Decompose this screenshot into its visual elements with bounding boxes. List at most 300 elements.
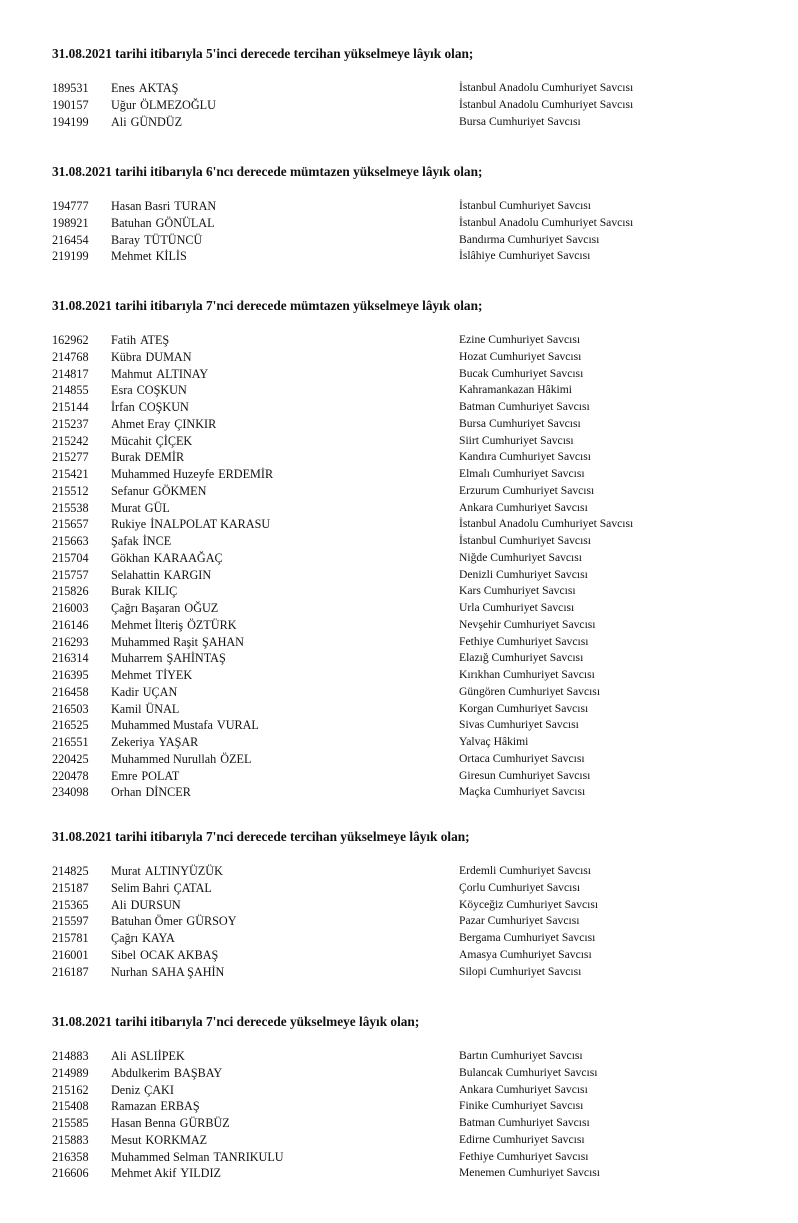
- office-title: Fethiye Cumhuriyet Savcısı: [459, 1149, 589, 1163]
- last-name: YAŞAR: [158, 735, 199, 749]
- last-name: TÜTÜNCÜ: [144, 232, 203, 247]
- last-name: DURSUN: [130, 897, 181, 912]
- registry-number: 215237: [52, 416, 89, 431]
- person-name: [111, 533, 171, 550]
- registry-number: 215242: [52, 433, 89, 448]
- registry-number: 215538: [52, 500, 89, 515]
- person-name: [111, 416, 216, 433]
- registry-number: 189531: [52, 81, 89, 95]
- entry-row: [0, 964, 798, 981]
- entry-row: [0, 1098, 798, 1115]
- office-title: Fethiye Cumhuriyet Savcısı: [459, 634, 589, 648]
- registry-number: 214825: [52, 864, 89, 878]
- first-name: Zekeriya: [111, 735, 155, 749]
- office-title: Bulancak Cumhuriyet Savcısı: [459, 1065, 598, 1079]
- person-name: [111, 399, 189, 416]
- person-name: [111, 1115, 230, 1132]
- first-name: Şafak: [111, 534, 139, 548]
- first-name: Esra: [111, 383, 133, 398]
- last-name: GÜNDÜZ: [130, 114, 183, 129]
- registry-number: 216003: [52, 601, 89, 615]
- last-name: POLAT: [141, 768, 180, 783]
- last-name: GÜRSOY: [186, 914, 237, 929]
- office-title: Batman Cumhuriyet Savcısı: [459, 1116, 590, 1129]
- entry-row: [0, 232, 798, 249]
- entry-row: [0, 634, 798, 651]
- entry-row: [0, 366, 798, 383]
- person-name: [111, 717, 259, 734]
- person-name: [111, 701, 179, 718]
- last-name: TANRIKULU: [213, 1149, 284, 1164]
- person-name: [111, 248, 187, 265]
- last-name: KARAAĞAÇ: [153, 550, 223, 565]
- person-name: [111, 947, 218, 964]
- first-name: Hasan Basri: [111, 199, 171, 213]
- last-name: ÇATAL: [173, 880, 212, 895]
- office-title: Ankara Cumhuriyet Savcısı: [459, 1082, 588, 1096]
- person-name: [111, 930, 175, 947]
- person-name: [111, 684, 177, 701]
- first-name: Mücahit: [111, 433, 152, 448]
- first-name: Mesut: [111, 1132, 142, 1147]
- last-name: VURAL: [216, 718, 259, 733]
- registry-number: 216358: [52, 1149, 89, 1164]
- entry-row: [0, 550, 798, 567]
- entry-list: [0, 80, 798, 130]
- person-name: [111, 1165, 221, 1182]
- registry-number: 214883: [52, 1049, 89, 1063]
- first-name: Sefanur: [111, 483, 149, 498]
- entry-list: [0, 863, 798, 980]
- entry-row: [0, 734, 798, 751]
- person-name: [111, 734, 198, 751]
- entry-row: [0, 717, 798, 734]
- person-name: [111, 550, 223, 567]
- registry-number: 216551: [52, 735, 89, 749]
- person-name: [111, 366, 208, 383]
- office-title: Siirt Cumhuriyet Savcısı: [459, 433, 574, 447]
- registry-number: 194777: [52, 199, 89, 213]
- person-name: [111, 332, 169, 349]
- registry-number: 219199: [52, 249, 89, 264]
- first-name: Ahmet Eray: [111, 416, 171, 431]
- first-name: Muharrem: [111, 651, 163, 666]
- entry-row: [0, 880, 798, 897]
- registry-number: 190157: [52, 97, 89, 112]
- first-name: Enes: [111, 81, 135, 95]
- person-name: [111, 600, 218, 617]
- first-name: Rukiye: [111, 517, 147, 532]
- registry-number: 215144: [52, 400, 89, 414]
- entry-row: [0, 600, 798, 617]
- entry-row: [0, 533, 798, 550]
- person-name: [111, 483, 206, 500]
- last-name: İNALPOLAT KARASU: [150, 517, 271, 532]
- last-name: UÇAN: [142, 684, 178, 699]
- first-name: Gökhan: [111, 550, 150, 565]
- office-title: Bandırma Cumhuriyet Savcısı: [459, 232, 600, 246]
- first-name: Deniz: [111, 1082, 141, 1097]
- first-name: Muhammed Nurullah: [111, 751, 217, 766]
- first-name: Fatih: [111, 333, 137, 347]
- entry-row: [0, 466, 798, 483]
- office-title: Kahramankazan Hâkimi: [459, 383, 572, 397]
- last-name: ERBAŞ: [160, 1099, 200, 1114]
- registry-number: 216146: [52, 617, 89, 632]
- person-name: [111, 466, 273, 483]
- last-name: ÇINKIR: [174, 416, 217, 431]
- last-name: KORKMAZ: [145, 1132, 208, 1147]
- last-name: TİYEK: [155, 668, 193, 682]
- person-name: [111, 97, 216, 114]
- entry-row: [0, 1149, 798, 1166]
- person-name: [111, 1048, 185, 1065]
- office-title: Denizli Cumhuriyet Savcısı: [459, 567, 588, 581]
- entry-row: [0, 930, 798, 947]
- first-name: Hasan Benna: [111, 1116, 176, 1130]
- section-heading: 31.08.2021 tarihi itibarıyla 5'inci derecede tercihan yükselmeye lâyık olan;: [52, 46, 474, 61]
- last-name: YILDIZ: [180, 1166, 221, 1181]
- office-title: Erdemli Cumhuriyet Savcısı: [459, 864, 592, 877]
- person-name: [111, 617, 237, 634]
- first-name: Çağrı Başaran: [111, 601, 181, 615]
- last-name: COŞKUN: [136, 383, 187, 398]
- last-name: KAYA: [142, 931, 175, 945]
- office-title: Kırıkhan Cumhuriyet Savcısı: [459, 668, 595, 681]
- registry-number: 215757: [52, 567, 89, 582]
- entry-row: [0, 399, 798, 416]
- person-name: [111, 198, 216, 215]
- person-name: [111, 500, 170, 517]
- last-name: KİLİS: [155, 249, 187, 264]
- entry-row: [0, 650, 798, 667]
- person-name: [111, 433, 192, 450]
- person-name: [111, 964, 224, 981]
- office-title: Giresun Cumhuriyet Savcısı: [459, 768, 591, 782]
- registry-number: 216525: [52, 718, 89, 733]
- office-title: Çorlu Cumhuriyet Savcısı: [459, 880, 581, 894]
- last-name: ASLIİPEK: [130, 1049, 185, 1063]
- office-title: Edirne Cumhuriyet Savcısı: [459, 1132, 585, 1146]
- first-name: Emre: [111, 768, 138, 783]
- last-name: ALTINAY: [156, 366, 209, 381]
- entry-row: [0, 198, 798, 215]
- person-name: [111, 913, 237, 930]
- first-name: Sibel: [111, 947, 137, 962]
- person-name: [111, 583, 177, 600]
- last-name: ÇAKI: [144, 1082, 174, 1097]
- person-name: [111, 784, 191, 801]
- last-name: ŞAHİNTAŞ: [166, 651, 226, 666]
- office-title: İstanbul Cumhuriyet Savcısı: [459, 199, 592, 212]
- person-name: [111, 667, 192, 684]
- office-title: Niğde Cumhuriyet Savcısı: [459, 550, 583, 564]
- entry-row: [0, 583, 798, 600]
- office-title: Ankara Cumhuriyet Savcısı: [459, 500, 588, 514]
- first-name: Çağrı: [111, 931, 139, 945]
- last-name: ÖZTÜRK: [187, 617, 237, 632]
- office-title: Bergama Cumhuriyet Savcısı: [459, 931, 596, 944]
- office-title: Bucak Cumhuriyet Savcısı: [459, 366, 584, 380]
- person-name: [111, 1149, 284, 1166]
- office-title: Amasya Cumhuriyet Savcısı: [459, 947, 592, 961]
- entry-row: [0, 382, 798, 399]
- person-name: [111, 215, 215, 232]
- first-name: Ali: [111, 897, 127, 912]
- registry-number: 215704: [52, 550, 89, 565]
- office-title: Kandıra Cumhuriyet Savcısı: [459, 450, 592, 464]
- person-name: [111, 1065, 222, 1082]
- first-name: Ali: [111, 1049, 127, 1063]
- registry-number: 216458: [52, 684, 89, 699]
- registry-number: 198921: [52, 215, 89, 230]
- last-name: GÖNÜLAL: [155, 215, 215, 230]
- entry-row: [0, 433, 798, 450]
- section-heading: 31.08.2021 tarihi itibarıyla 7'nci derecede tercihan yükselmeye lâyık olan;: [52, 829, 470, 844]
- entry-row: [0, 114, 798, 131]
- entry-row: [0, 1115, 798, 1132]
- entry-row: [0, 215, 798, 232]
- person-name: [111, 650, 226, 667]
- entry-row: [0, 1132, 798, 1149]
- last-name: İNCE: [142, 534, 172, 548]
- entry-row: [0, 947, 798, 964]
- registry-number: 220478: [52, 768, 89, 783]
- person-name: [111, 567, 211, 584]
- last-name: DEMİR: [144, 450, 185, 465]
- first-name: Muhammed Mustafa: [111, 718, 213, 733]
- person-name: [111, 516, 270, 533]
- registry-number: 214989: [52, 1065, 89, 1080]
- registry-number: 162962: [52, 333, 89, 347]
- registry-number: 216606: [52, 1166, 89, 1181]
- entry-row: [0, 863, 798, 880]
- first-name: Burak: [111, 584, 141, 599]
- registry-number: 215512: [52, 483, 89, 498]
- first-name: Batuhan: [111, 215, 152, 230]
- entry-row: [0, 751, 798, 768]
- first-name: Batuhan Ömer: [111, 914, 183, 929]
- section-heading: 31.08.2021 tarihi itibarıyla 6'ncı derecede mümtazen yükselmeye lâyık olan;: [52, 164, 483, 179]
- person-name: [111, 349, 192, 366]
- office-title: Elmalı Cumhuriyet Savcısı: [459, 467, 585, 480]
- last-name: COŞKUN: [138, 400, 189, 414]
- entry-row: [0, 667, 798, 684]
- person-name: [111, 1082, 174, 1099]
- office-title: Urla Cumhuriyet Savcısı: [459, 601, 575, 614]
- office-title: Yalvaç Hâkimi: [459, 735, 529, 748]
- last-name: AKTAŞ: [138, 81, 179, 95]
- registry-number: 194199: [52, 114, 89, 129]
- last-name: KILIÇ: [144, 584, 178, 599]
- entry-row: [0, 516, 798, 533]
- person-name: [111, 897, 181, 914]
- entry-row: [0, 784, 798, 801]
- registry-number: 214817: [52, 366, 89, 381]
- entry-row: [0, 332, 798, 349]
- last-name: ÜNAL: [145, 701, 180, 716]
- office-title: İstanbul Anadolu Cumhuriyet Savcısı: [459, 97, 634, 111]
- registry-number: 215597: [52, 914, 89, 929]
- entry-row: [0, 80, 798, 97]
- entry-list: [0, 198, 798, 265]
- entry-list: [0, 332, 798, 801]
- registry-number: 234098: [52, 785, 89, 800]
- office-title: Bursa Cumhuriyet Savcısı: [459, 416, 581, 430]
- last-name: DUMAN: [145, 349, 192, 364]
- office-title: İslâhiye Cumhuriyet Savcısı: [459, 249, 591, 263]
- registry-number: 215162: [52, 1082, 89, 1097]
- last-name: ATEŞ: [140, 333, 170, 347]
- registry-number: 216187: [52, 964, 89, 979]
- person-name: [111, 751, 251, 768]
- registry-number: 215657: [52, 517, 89, 532]
- office-title: Elazığ Cumhuriyet Savcısı: [459, 651, 584, 665]
- last-name: ŞAHAN: [202, 634, 244, 649]
- office-title: Finike Cumhuriyet Savcısı: [459, 1099, 584, 1113]
- person-name: [111, 232, 202, 249]
- office-title: Nevşehir Cumhuriyet Savcısı: [459, 617, 596, 631]
- registry-number: 216293: [52, 634, 89, 649]
- registry-number: 215663: [52, 534, 89, 548]
- registry-number: 215421: [52, 467, 89, 481]
- registry-number: 215277: [52, 450, 89, 465]
- first-name: Mehmet Akif: [111, 1166, 177, 1181]
- registry-number: 214855: [52, 383, 89, 398]
- registry-number: 220425: [52, 751, 89, 766]
- last-name: DİNCER: [145, 785, 191, 800]
- registry-number: 216314: [52, 651, 89, 666]
- registry-number: 215365: [52, 897, 89, 912]
- office-title: Batman Cumhuriyet Savcısı: [459, 400, 590, 413]
- registry-number: 216001: [52, 947, 89, 962]
- registry-number: 216395: [52, 668, 89, 682]
- last-name: ALTINYÜZÜK: [144, 864, 223, 878]
- entry-row: [0, 897, 798, 914]
- entry-row: [0, 1048, 798, 1065]
- first-name: Kamil: [111, 701, 142, 716]
- last-name: OCAK AKBAŞ: [140, 947, 219, 962]
- office-title: Erzurum Cumhuriyet Savcısı: [459, 483, 595, 497]
- entry-list: [0, 1048, 798, 1182]
- first-name: Abdulkerim: [111, 1065, 170, 1080]
- entry-row: [0, 483, 798, 500]
- last-name: KARGIN: [163, 567, 212, 582]
- person-name: [111, 768, 179, 785]
- first-name: Mehmet: [111, 249, 152, 264]
- person-name: [111, 382, 187, 399]
- office-title: Menemen Cumhuriyet Savcısı: [459, 1166, 601, 1180]
- office-title: Korgan Cumhuriyet Savcısı: [459, 701, 589, 715]
- last-name: ÖLMEZOĞLU: [140, 97, 216, 112]
- first-name: Uğur: [111, 97, 137, 112]
- office-title: Bursa Cumhuriyet Savcısı: [459, 114, 581, 128]
- last-name: ÖZEL: [220, 751, 252, 766]
- entry-row: [0, 1165, 798, 1182]
- person-name: [111, 80, 178, 97]
- entry-row: [0, 913, 798, 930]
- office-title: Pazar Cumhuriyet Savcısı: [459, 914, 580, 928]
- first-name: Nurhan: [111, 964, 148, 979]
- office-title: Ezine Cumhuriyet Savcısı: [459, 333, 581, 346]
- last-name: GÜL: [144, 500, 170, 515]
- registry-number: 215585: [52, 1116, 89, 1130]
- office-title: Güngören Cumhuriyet Savcısı: [459, 684, 601, 698]
- first-name: Selim Bahri: [111, 880, 170, 895]
- last-name: ERDEMİR: [218, 467, 274, 481]
- person-name: [111, 114, 182, 131]
- first-name: Ramazan: [111, 1099, 157, 1114]
- entry-row: [0, 768, 798, 785]
- entry-row: [0, 449, 798, 466]
- entry-row: [0, 1082, 798, 1099]
- office-title: İstanbul Cumhuriyet Savcısı: [459, 534, 592, 547]
- first-name: Murat: [111, 864, 141, 878]
- person-name: [111, 880, 212, 897]
- office-title: Kars Cumhuriyet Savcısı: [459, 584, 576, 598]
- first-name: Ali: [111, 114, 127, 129]
- first-name: Burak: [111, 450, 141, 465]
- office-title: Hozat Cumhuriyet Savcısı: [459, 349, 582, 363]
- first-name: Kübra: [111, 349, 142, 364]
- last-name: SAHA ŞAHİN: [151, 964, 225, 979]
- last-name: GÖKMEN: [152, 483, 207, 498]
- last-name: GÜRBÜZ: [179, 1116, 230, 1130]
- office-title: Bartın Cumhuriyet Savcısı: [459, 1049, 583, 1062]
- first-name: Muhammed Selman: [111, 1149, 210, 1164]
- registry-number: 216454: [52, 232, 89, 247]
- entry-row: [0, 617, 798, 634]
- entry-row: [0, 684, 798, 701]
- first-name: Kadir: [111, 684, 139, 699]
- entry-row: [0, 97, 798, 114]
- first-name: Mehmet: [111, 668, 152, 682]
- first-name: Orhan: [111, 785, 142, 800]
- person-name: [111, 1132, 207, 1149]
- office-title: Silopi Cumhuriyet Savcısı: [459, 964, 582, 978]
- entry-row: [0, 567, 798, 584]
- office-title: Köyceğiz Cumhuriyet Savcısı: [459, 897, 599, 911]
- person-name: [111, 634, 244, 651]
- entry-row: [0, 248, 798, 265]
- registry-number: 215408: [52, 1099, 89, 1114]
- person-name: [111, 1098, 200, 1115]
- entry-row: [0, 500, 798, 517]
- entry-row: [0, 349, 798, 366]
- section-heading: 31.08.2021 tarihi itibarıyla 7'nci derecede mümtazen yükselmeye lâyık olan;: [52, 298, 483, 313]
- section-heading: 31.08.2021 tarihi itibarıyla 7'nci derecede yükselmeye lâyık olan;: [52, 1014, 420, 1029]
- first-name: Mahmut: [111, 366, 153, 381]
- first-name: İrfan: [111, 400, 135, 414]
- office-title: Maçka Cumhuriyet Savcısı: [459, 785, 586, 799]
- registry-number: 215883: [52, 1132, 89, 1147]
- office-title: Ortaca Cumhuriyet Savcısı: [459, 751, 585, 765]
- last-name: ÇİÇEK: [155, 433, 193, 448]
- entry-row: [0, 1065, 798, 1082]
- office-title: Sivas Cumhuriyet Savcısı: [459, 718, 579, 732]
- first-name: Muhammed Raşit: [111, 634, 198, 649]
- registry-number: 215781: [52, 931, 89, 945]
- office-title: İstanbul Anadolu Cumhuriyet Savcısı: [459, 81, 634, 94]
- registry-number: 215826: [52, 584, 89, 599]
- last-name: BAŞBAY: [173, 1065, 223, 1080]
- office-title: İstanbul Anadolu Cumhuriyet Savcısı: [459, 517, 634, 531]
- first-name: Muhammed Huzeyfe: [111, 467, 215, 481]
- entry-row: [0, 701, 798, 718]
- office-title: İstanbul Anadolu Cumhuriyet Savcısı: [459, 215, 634, 229]
- first-name: Baray: [111, 232, 141, 247]
- first-name: Mehmet İlteriş: [111, 617, 184, 632]
